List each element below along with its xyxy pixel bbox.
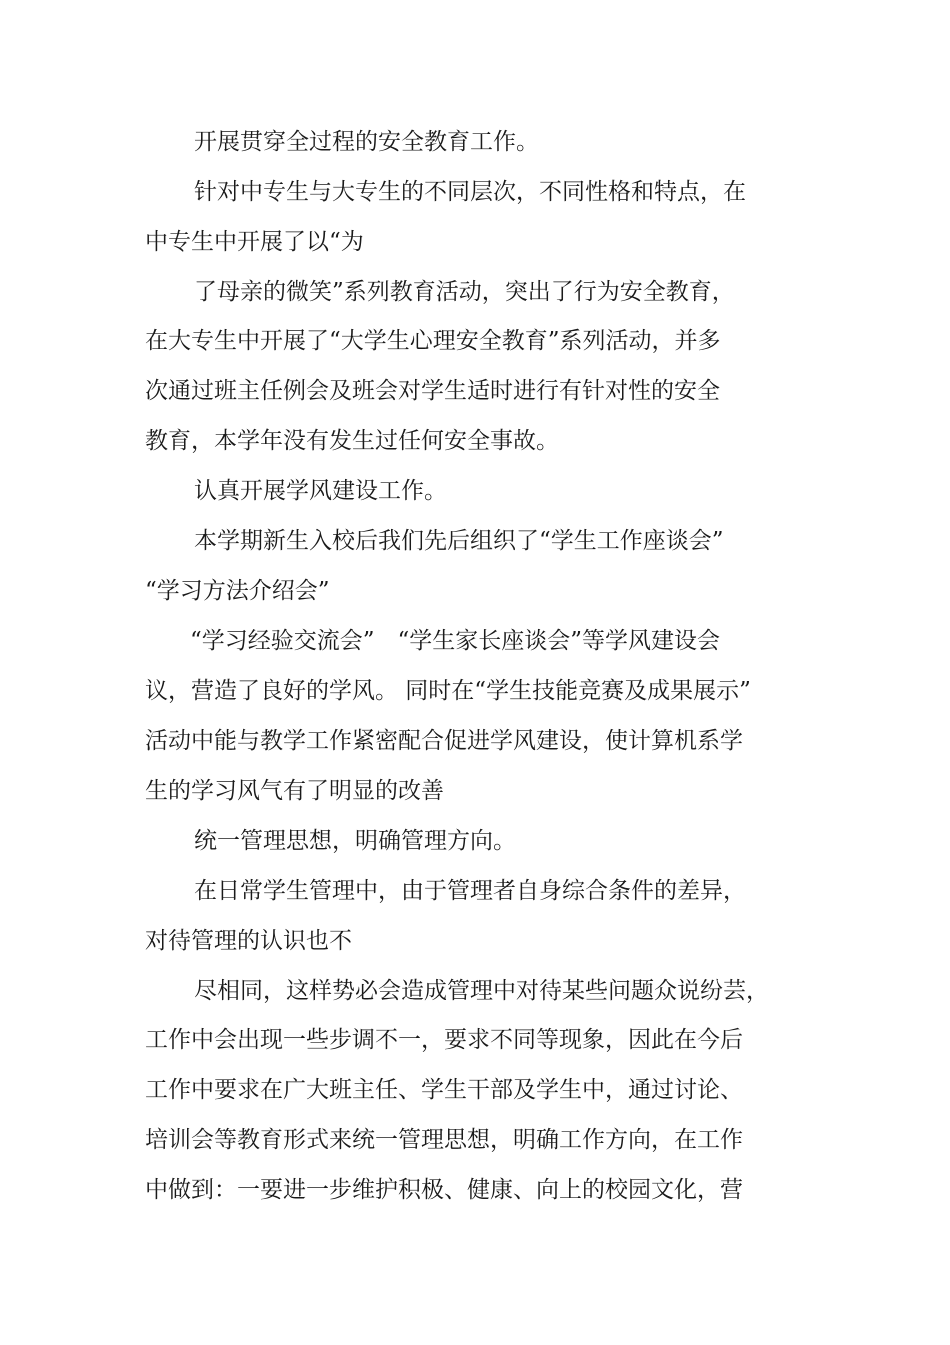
text-line: “学习方法介绍会” [145, 578, 330, 604]
text-line: 本学期新生入校后我们先后组织了“学生工作座谈会” [194, 528, 724, 554]
text-line: 统一管理思想，明确管理方向。 [194, 828, 516, 854]
text-line: 活动中能与教学工作紧密配合促进学风建设，使计算机系学 [145, 728, 743, 754]
text-line: 尽相同，这样势必会造成管理中对待某些问题众说纷芸， [194, 978, 769, 1004]
text-line: 次通过班主任例会及班会对学生适时进行有针对性的安全 [145, 378, 720, 404]
text-line: 针对中专生与大专生的不同层次，不同性格和特点，在 [194, 179, 746, 205]
text-line: 中做到：一要进一步维护积极、健康、向上的校园文化，营 [145, 1177, 743, 1203]
text-line: 教育，本学年没有发生过任何安全事故。 [145, 428, 559, 454]
text-line: “学习经验交流会” “学生家长座谈会”等学风建设会 [190, 628, 721, 654]
text-line: 了母亲的微笑”系列教育活动，突出了行为安全教育， [194, 279, 735, 305]
text-line: 工作中要求在广大班主任、学生干部及学生中，通过讨论、 [145, 1077, 743, 1103]
text-line: 对待管理的认识也不 [145, 928, 352, 954]
text-line: 在大专生中开展了“大学生心理安全教育”系列活动，并多 [145, 328, 721, 354]
text-line: 认真开展学风建设工作。 [194, 478, 447, 504]
text-line: 议，营造了良好的学风。 同时在“学生技能竞赛及成果展示” [145, 678, 751, 704]
text-line: 工作中会出现一些步调不一，要求不同等现象，因此在今后 [145, 1027, 743, 1053]
text-line: 中专生中开展了以“为 [145, 229, 364, 255]
text-line: 培训会等教育形式来统一管理思想，明确工作方向，在工作 [145, 1127, 743, 1153]
text-line: 生的学习风气有了明显的改善 [145, 778, 444, 804]
text-line: 在日常学生管理中，由于管理者自身综合条件的差异， [194, 878, 746, 904]
text-line: 开展贯穿全过程的安全教育工作。 [194, 129, 539, 155]
